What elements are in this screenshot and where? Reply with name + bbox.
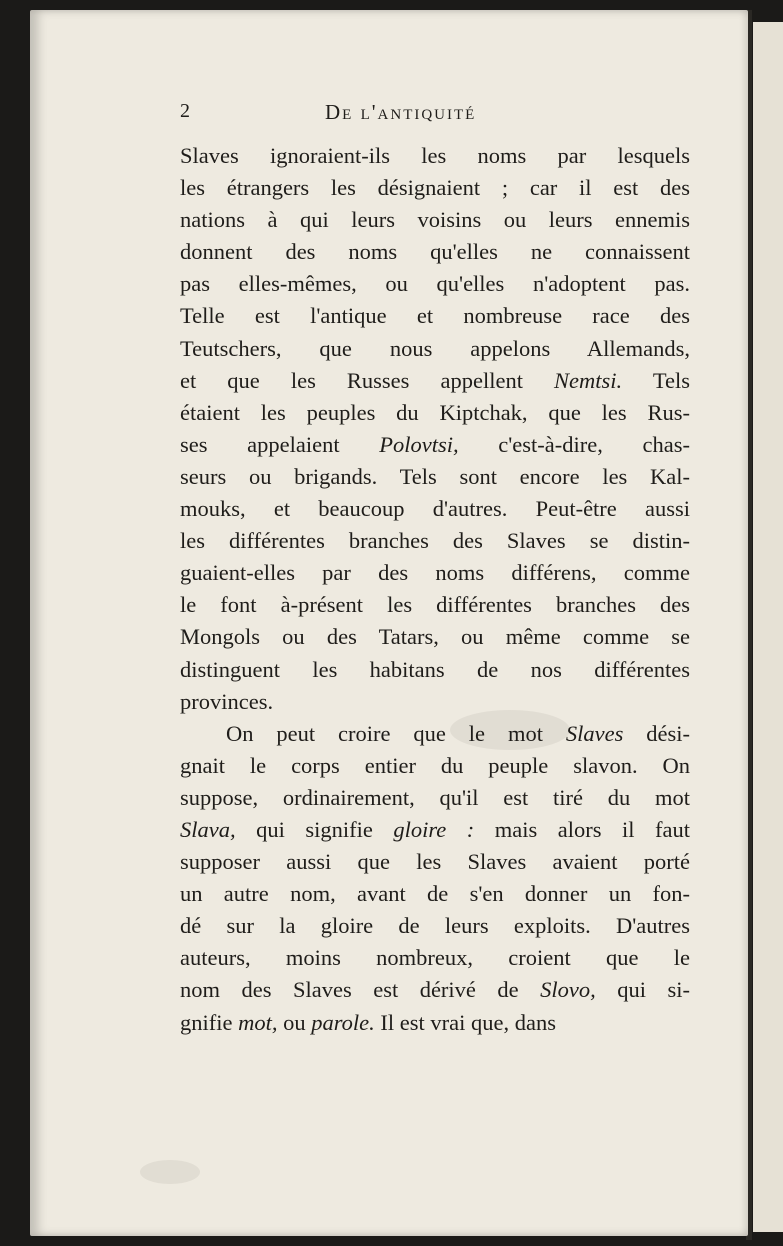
text-line: On peut croire que le mot Slaves dési- — [226, 720, 690, 746]
text-line: guaient-elles par des noms différens, comme — [180, 560, 690, 586]
text-line: Telle est l'antique et nombreuse race des — [180, 303, 690, 329]
text-line: gnait le corps entier du peuple slavon. On — [180, 752, 690, 778]
text-line: les différentes branches des Slaves se distin- — [180, 528, 690, 554]
italic-term: Slava, — [180, 816, 236, 842]
running-head — [180, 100, 690, 130]
italic-term: Slaves — [565, 720, 624, 746]
body-text — [180, 140, 690, 1039]
text-line: un autre nom, avant de s'en donner un fon- — [180, 881, 690, 907]
italic-term: parole. — [311, 1009, 375, 1035]
text-line: nom des Slaves est dérivé de Slovo, qui si- — [180, 977, 690, 1003]
text-line: seurs ou brigands. Tels sont encore les Kal- — [180, 463, 690, 489]
text-line: le font à-présent les différentes branches des — [180, 592, 690, 618]
text-line: et que les Russes appellent Nemtsi. Tels — [180, 367, 690, 393]
text-line: pas elles-mêmes, ou qu'elles n'adoptent pas. — [180, 271, 690, 297]
text-line: provinces. — [180, 688, 274, 714]
page-number: 2 — [180, 100, 190, 122]
text-line: nations à qui leurs voisins ou leurs ennemis — [180, 207, 690, 233]
next-page-edge — [753, 22, 783, 1232]
italic-term: mot, — [238, 1009, 278, 1035]
text-line: supposer aussi que les Slaves avaient porté — [180, 849, 690, 875]
text-line: les étrangers les désignaient ; car il est des — [180, 175, 690, 201]
text-line: Teutschers, que nous appelons Allemands, — [180, 335, 690, 361]
italic-term: Nemtsi. — [554, 367, 623, 393]
text-line: auteurs, moins nombreux, croient que le — [180, 945, 690, 971]
text-line: étaient les peuples du Kiptchak, que les Rus- — [180, 399, 690, 425]
text-line: suppose, ordinairement, qu'il est tiré du mot — [180, 784, 690, 810]
italic-term: Slovo, — [540, 977, 596, 1003]
text-line: Slava, qui signifie gloire : mais alors il faut — [180, 816, 690, 842]
paper-stain — [140, 1160, 200, 1184]
running-title: De l'antiquité — [325, 100, 477, 124]
italic-term: gloire : — [393, 816, 475, 842]
text-line: Mongols ou des Tatars, ou même comme se — [180, 624, 690, 650]
italic-term: Polovtsi, — [379, 431, 459, 457]
text-line: donnent des noms qu'elles ne connaissent — [180, 239, 690, 265]
text-line: Slaves ignoraient-ils les noms par lesquels — [180, 143, 690, 168]
text-line: gnifie mot, ou parole. Il est vrai que, dans — [180, 1009, 556, 1035]
text-line: dé sur la gloire de leurs exploits. D'autres — [180, 913, 690, 939]
text-line: ses appelaient Polovtsi, c'est-à-dire, chas- — [180, 431, 690, 457]
text-line: mouks, et beaucoup d'autres. Peut-être aussi — [180, 496, 690, 522]
text-line: distinguent les habitans de nos différentes — [180, 656, 690, 682]
